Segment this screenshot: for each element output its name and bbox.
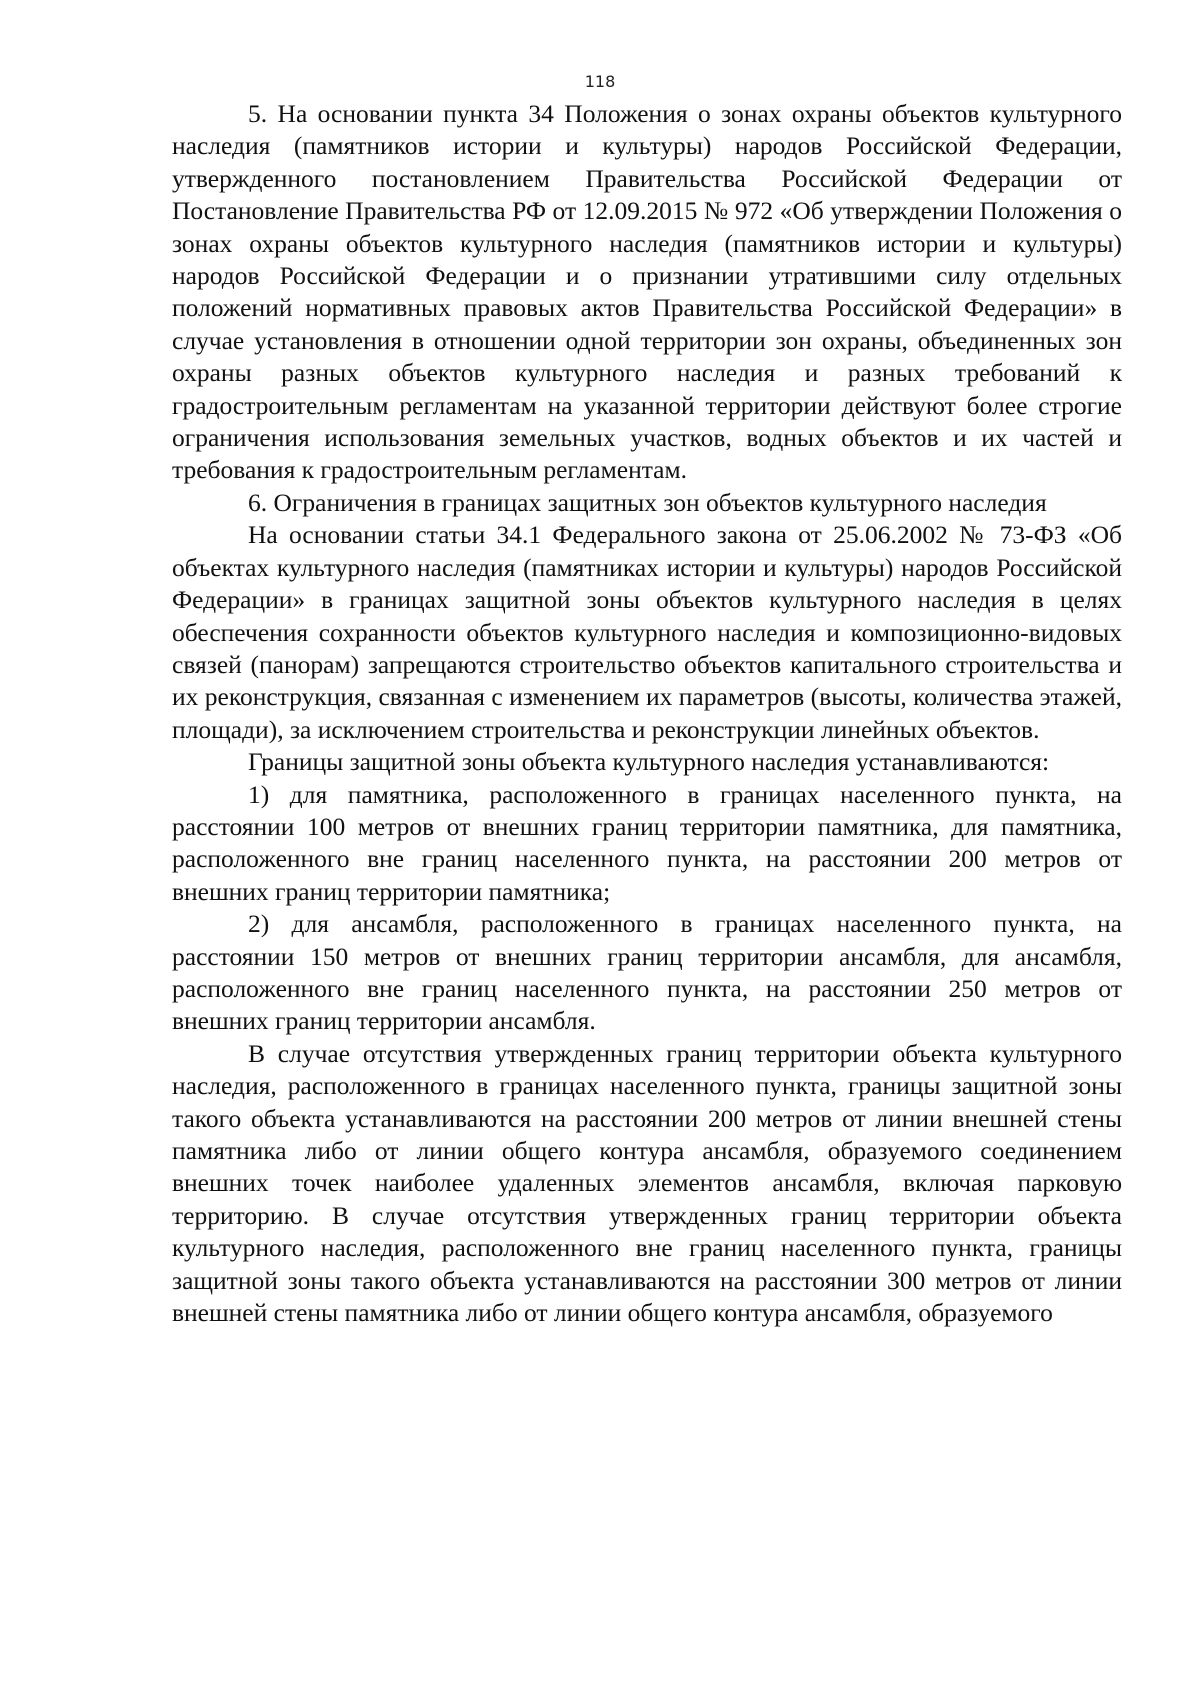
paragraph-zone-boundaries-intro: Границы защитной зоны объекта культурного наследия устанавливаются: <box>248 747 1050 777</box>
paragraph-article-34-1: На основании статьи 34.1 Федерального закона от 25.06.2002 № 73-ФЗ «Об объектах культурного наследия (памятниках истории и культуры) народов Российской Федерации» в границах защитной зоны объектов культурного наследия в целях обеспечения сохранности объектов культурного наследия и композиционно-видовых связей (панорам) запрещаются строительство объектов капитального строительства и их реконструкция, связанная с изменением их параметров (высоты, количества этажей, площади), за исключением строительства и реконструкции линейных объектов. <box>172 520 1122 744</box>
paragraph-item-6-heading: 6. Ограничения в границах защитных зон объектов культурного наследия <box>248 487 1047 517</box>
page-number: 118 <box>584 72 616 91</box>
paragraph-ensemble-boundaries: 2) для ансамбля, расположенного в границах населенного пункта, на расстоянии 150 метров от внешних границ территории ансамбля, для ансамбля, расположенного вне границ населенного пункта, на расстоянии 250 метров от внешних границ территории ансамбля. <box>172 909 1122 1036</box>
paragraph-monument-boundaries: 1) для памятника, расположенного в границах населенного пункта, на расстоянии 100 метров от внешних границ территории памятника, для памятника, расположенного вне границ населенного пункта, на расстоянии 200 метров от внешних границ территории памятника; <box>172 779 1122 906</box>
paragraph-item-5: 5. На основании пункта 34 Положения о зонах охраны объектов культурного наследия (памятников истории и культуры) народов Российской Федерации, утвержденного постановлением Правительства Российской Федерации от Постановление Правительства РФ от 12.09.2015 № 972 «Об утверждении Положения о зонах охраны объектов культурного наследия (памятников истории и культуры) народов Российской Федерации и о признании утратившими силу отдельных положений нормативных правовых актов Правительства Российской Федерации» в случае установления в отношении одной территории зон охраны, объединенных зон охраны разных объектов культурного наследия и разных требований к градостроительным регламентам на указанной территории действуют более строгие ограничения использования земельных участков, водных объектов и их частей и требования к градостроительным регламентам. <box>172 99 1122 485</box>
paragraph-absence-of-boundaries: В случае отсутствия утвержденных границ территории объекта культурного наследия, расположенного в границах населенного пункта, границы защитной зоны такого объекта устанавливаются на расстоянии 200 метров от линии внешней стены памятника либо от линии общего контура ансамбля, образуемого соединением внешних точек наиболее удаленных элементов ансамбля, включая парковую территорию. В случае отсутствия утвержденных границ территории объекта культурного наследия, расположенного вне границ населенного пункта, границы защитной зоны такого объекта устанавливаются на расстоянии 300 метров от линии внешней стены памятника либо от линии общего контура ансамбля, образуемого <box>172 1038 1122 1328</box>
document-body <box>172 98 1122 1329</box>
